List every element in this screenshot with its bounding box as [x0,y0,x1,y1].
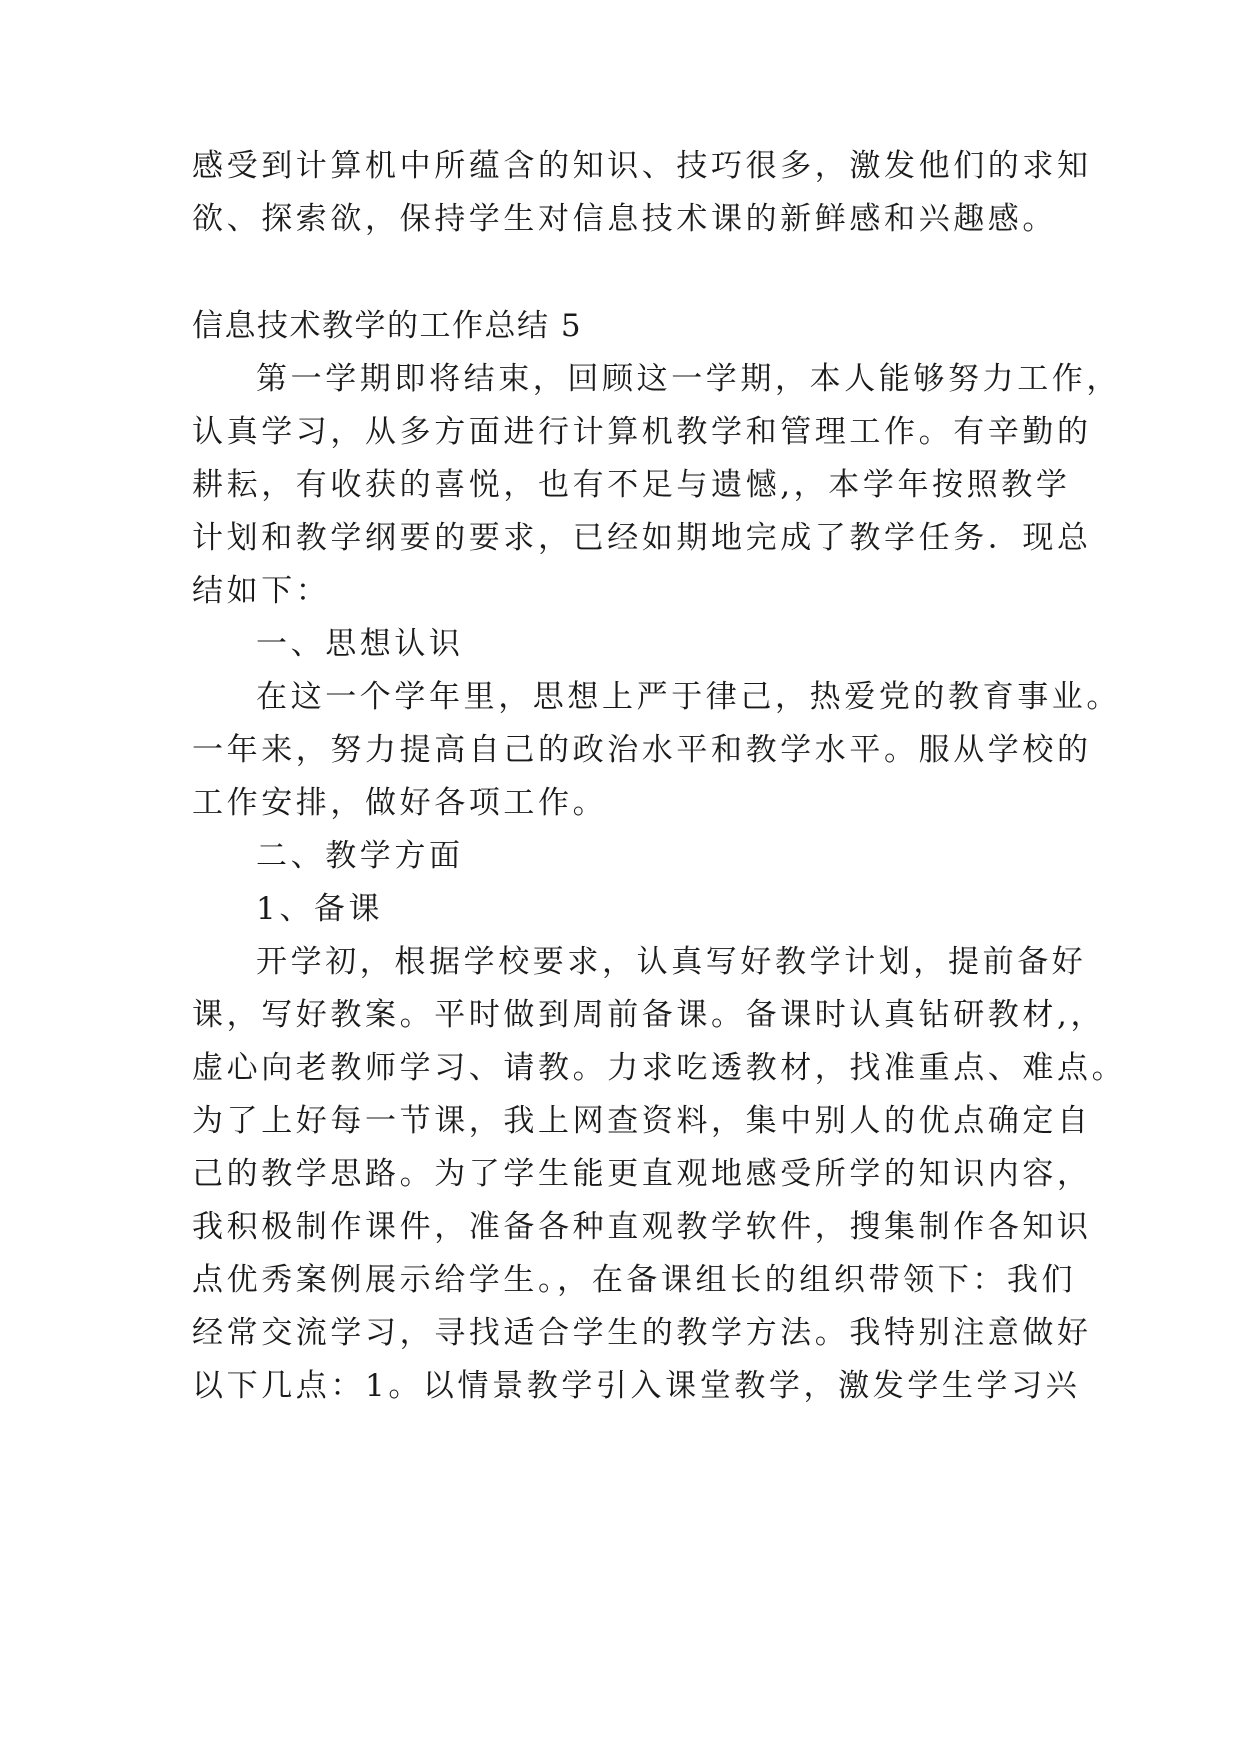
subheading-preparation: 1、备课 [256,891,384,927]
paragraph-line: 点优秀案例展示给学生。，在备课组长的组织带领下：我们 [192,1262,1077,1298]
paragraph-line: 我积极制作课件，准备各种直观教学软件，搜集制作各知识 [192,1209,1092,1245]
section-title: 信息技术教学的工作总结 5 [192,308,583,344]
paragraph-line: 一年来，努力提高自己的政治水平和教学水平。服从学校的 [192,732,1092,768]
paragraph-line: 在这一个学年里，思想上严于律己，热爱党的教育事业。 [256,679,1121,715]
paragraph-line: 开学初，根据学校要求，认真写好教学计划，提前备好 [256,944,1087,980]
paragraph-line: 第一学期即将结束，回顾这一学期，本人能够努力工作， [256,361,1121,397]
paragraph-line: 欲、探索欲，保持学生对信息技术课的新鲜感和兴趣感。 [192,201,1057,237]
paragraph-line: 工作安排，做好各项工作。 [192,785,608,821]
paragraph-line: 虚心向老教师学习、请教。力求吃透教材，找准重点、难点。 [192,1050,1127,1086]
paragraph-line: 课，写好教案。平时做到周前备课。备课时认真钻研教材,， [192,997,1106,1033]
heading-thought: 一、思想认识 [256,626,464,662]
paragraph-line: 计划和教学纲要的要求，已经如期地完成了教学任务．现总 [192,520,1092,556]
paragraph-line: 结如下： [192,573,331,609]
paragraph-line: 耕耘，有收获的喜悦，也有不足与遗憾,，本学年按照教学 [192,467,1071,503]
paragraph-line: 为了上好每一节课，我上网查资料，集中别人的优点确定自 [192,1103,1092,1139]
paragraph-line: 以下几点：1。以情景教学引入课堂教学，激发学生学习兴 [192,1368,1081,1404]
paragraph-line: 己的教学思路。为了学生能更直观地感受所学的知识内容， [192,1156,1092,1192]
paragraph-line: 感受到计算机中所蕴含的知识、技巧很多，激发他们的求知 [192,148,1092,184]
paragraph-line: 经常交流学习，寻找适合学生的教学方法。我特别注意做好 [192,1315,1092,1351]
paragraph-line: 认真学习，从多方面进行计算机教学和管理工作。有辛勤的 [192,414,1092,450]
heading-teaching: 二、教学方面 [256,838,464,874]
